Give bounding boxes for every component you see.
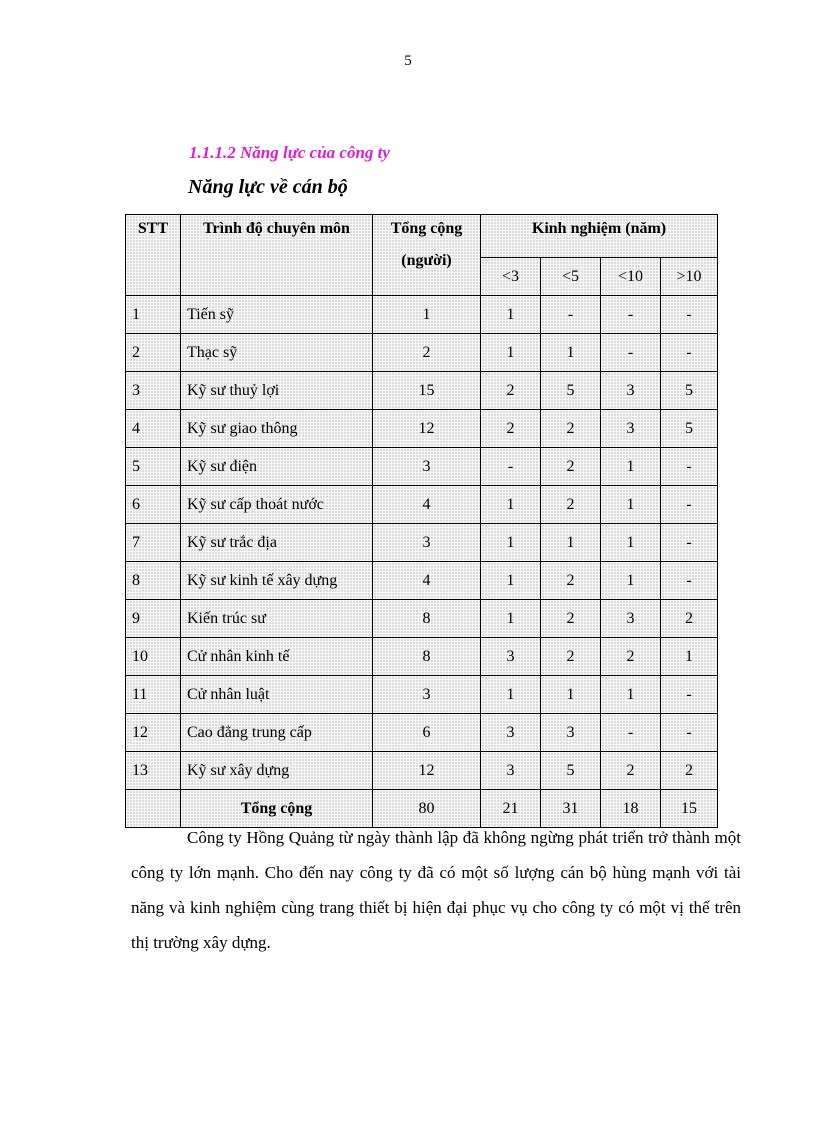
cell-exp-gt10: - xyxy=(661,524,718,562)
cell-stt: 1 xyxy=(126,296,181,334)
cell-qualification: Cử nhân luật xyxy=(181,676,373,714)
cell-exp-lt10: - xyxy=(601,714,661,752)
cell-exp-lt5: 1 xyxy=(541,334,601,372)
cell-exp-lt3: 2 xyxy=(481,410,541,448)
cell-exp-lt3: 3 xyxy=(481,638,541,676)
cell-qualification: Kỹ sư xây dựng xyxy=(181,752,373,790)
cell-stt: 5 xyxy=(126,448,181,486)
cell-stt: 12 xyxy=(126,714,181,752)
cell-total: 12 xyxy=(373,410,481,448)
page-number: 5 xyxy=(404,53,412,69)
cell-exp-lt10: 3 xyxy=(601,372,661,410)
total-row-label: Tổng cộng xyxy=(181,790,373,828)
cell-exp-lt5: 2 xyxy=(541,600,601,638)
table-row xyxy=(126,524,718,562)
cell-qualification: Thạc sỹ xyxy=(181,334,373,372)
header-exp-lt5: <5 xyxy=(541,258,601,296)
cell-stt: 9 xyxy=(126,600,181,638)
cell-qualification: Kỹ sư kinh tế xây dựng xyxy=(181,562,373,600)
total-row-lt10: 18 xyxy=(601,790,661,828)
cell-stt: 6 xyxy=(126,486,181,524)
total-row-total: 80 xyxy=(373,790,481,828)
table-row xyxy=(126,410,718,448)
cell-exp-lt3: 1 xyxy=(481,676,541,714)
cell-total: 3 xyxy=(373,524,481,562)
cell-exp-gt10: - xyxy=(661,676,718,714)
cell-exp-lt3: 1 xyxy=(481,524,541,562)
cell-exp-gt10: 5 xyxy=(661,410,718,448)
staff-capacity-table xyxy=(125,214,718,828)
cell-exp-lt5: - xyxy=(541,296,601,334)
cell-stt: 11 xyxy=(126,676,181,714)
cell-total: 1 xyxy=(373,296,481,334)
cell-exp-lt3: 1 xyxy=(481,600,541,638)
header-total-line2: (người) xyxy=(401,252,452,269)
cell-exp-lt10: 2 xyxy=(601,638,661,676)
cell-total: 6 xyxy=(373,714,481,752)
cell-exp-lt5: 3 xyxy=(541,714,601,752)
cell-qualification: Tiến sỹ xyxy=(181,296,373,334)
cell-exp-lt10: - xyxy=(601,296,661,334)
cell-exp-gt10: - xyxy=(661,486,718,524)
cell-total: 4 xyxy=(373,486,481,524)
table-row xyxy=(126,600,718,638)
cell-exp-gt10: - xyxy=(661,562,718,600)
cell-total: 2 xyxy=(373,334,481,372)
cell-exp-lt5: 2 xyxy=(541,410,601,448)
table-row xyxy=(126,562,718,600)
cell-exp-gt10: 1 xyxy=(661,638,718,676)
cell-total: 12 xyxy=(373,752,481,790)
total-row-lt3: 21 xyxy=(481,790,541,828)
cell-exp-lt10: 1 xyxy=(601,562,661,600)
cell-exp-lt3: 1 xyxy=(481,296,541,334)
header-experience: Kinh nghiệm (năm) xyxy=(481,215,718,258)
cell-qualification: Kỹ sư điện xyxy=(181,448,373,486)
cell-exp-lt10: 3 xyxy=(601,410,661,448)
cell-exp-lt10: 3 xyxy=(601,600,661,638)
table-title: Năng lực về cán bộ xyxy=(188,176,348,198)
cell-qualification: Kỹ sư giao thông xyxy=(181,410,373,448)
cell-exp-gt10: - xyxy=(661,448,718,486)
section-heading: 1.1.1.2 Năng lực của công ty xyxy=(189,143,390,162)
table-row xyxy=(126,638,718,676)
cell-exp-lt3: 3 xyxy=(481,714,541,752)
cell-exp-lt5: 1 xyxy=(541,524,601,562)
cell-exp-lt5: 5 xyxy=(541,372,601,410)
cell-qualification: Kỹ sư thuỷ lợi xyxy=(181,372,373,410)
cell-exp-gt10: - xyxy=(661,334,718,372)
cell-qualification: Cử nhân kinh tế xyxy=(181,638,373,676)
cell-exp-lt10: 2 xyxy=(601,752,661,790)
table-body xyxy=(126,296,718,790)
total-row-gt10: 15 xyxy=(661,790,718,828)
header-exp-gt10: >10 xyxy=(661,258,718,296)
table-row xyxy=(126,752,718,790)
cell-exp-gt10: - xyxy=(661,714,718,752)
table-row xyxy=(126,296,718,334)
table-row xyxy=(126,334,718,372)
table-row xyxy=(126,448,718,486)
cell-stt: 10 xyxy=(126,638,181,676)
cell-exp-lt5: 1 xyxy=(541,676,601,714)
header-qualification: Trình độ chuyên môn xyxy=(181,215,373,296)
cell-qualification: Cao đẳng trung cấp xyxy=(181,714,373,752)
cell-exp-lt3: 1 xyxy=(481,334,541,372)
cell-exp-lt10: 1 xyxy=(601,448,661,486)
total-row-lt5: 31 xyxy=(541,790,601,828)
cell-stt: 8 xyxy=(126,562,181,600)
cell-exp-lt3: 3 xyxy=(481,752,541,790)
cell-exp-lt10: 1 xyxy=(601,486,661,524)
cell-exp-lt5: 5 xyxy=(541,752,601,790)
cell-total: 15 xyxy=(373,372,481,410)
cell-stt: 7 xyxy=(126,524,181,562)
cell-exp-lt10: - xyxy=(601,334,661,372)
header-stt: STT xyxy=(126,215,181,296)
header-exp-lt10: <10 xyxy=(601,258,661,296)
table-header xyxy=(126,215,718,296)
cell-stt: 13 xyxy=(126,752,181,790)
cell-exp-gt10: 2 xyxy=(661,752,718,790)
header-exp-lt3: <3 xyxy=(481,258,541,296)
cell-exp-lt10: 1 xyxy=(601,524,661,562)
table-row xyxy=(126,486,718,524)
header-total xyxy=(373,215,481,296)
cell-exp-lt3: - xyxy=(481,448,541,486)
cell-exp-lt10: 1 xyxy=(601,676,661,714)
table-row xyxy=(126,714,718,752)
cell-qualification: Kỹ sư trắc địa xyxy=(181,524,373,562)
cell-qualification: Kỹ sư cấp thoát nước xyxy=(181,486,373,524)
header-total-line1: Tổng cộng xyxy=(390,220,463,237)
cell-exp-gt10: 2 xyxy=(661,600,718,638)
cell-exp-lt3: 1 xyxy=(481,486,541,524)
cell-stt: 2 xyxy=(126,334,181,372)
table-row xyxy=(126,372,718,410)
cell-exp-gt10: 5 xyxy=(661,372,718,410)
cell-total: 8 xyxy=(373,638,481,676)
cell-total: 3 xyxy=(373,448,481,486)
cell-exp-lt5: 2 xyxy=(541,486,601,524)
cell-exp-lt3: 1 xyxy=(481,562,541,600)
cell-stt: 3 xyxy=(126,372,181,410)
cell-qualification: Kiến trúc sư xyxy=(181,600,373,638)
body-paragraph: Công ty Hồng Quảng từ ngày thành lập đã không ngừng phát triển trở thành một công ty lớn mạnh. Cho đến nay công ty đã có một số lượng cán bộ hùng mạnh với tài năng và kinh nghiệm cùng trang thiết bị hiện đại phục vụ cho công ty có một vị thế trên thị trường xây dựng. xyxy=(131,828,741,952)
cell-total: 8 xyxy=(373,600,481,638)
cell-exp-lt3: 2 xyxy=(481,372,541,410)
cell-total: 3 xyxy=(373,676,481,714)
cell-stt: 4 xyxy=(126,410,181,448)
cell-exp-gt10: - xyxy=(661,296,718,334)
cell-exp-lt5: 2 xyxy=(541,562,601,600)
cell-exp-lt5: 2 xyxy=(541,448,601,486)
cell-exp-lt5: 2 xyxy=(541,638,601,676)
table-row xyxy=(126,676,718,714)
cell-total: 4 xyxy=(373,562,481,600)
